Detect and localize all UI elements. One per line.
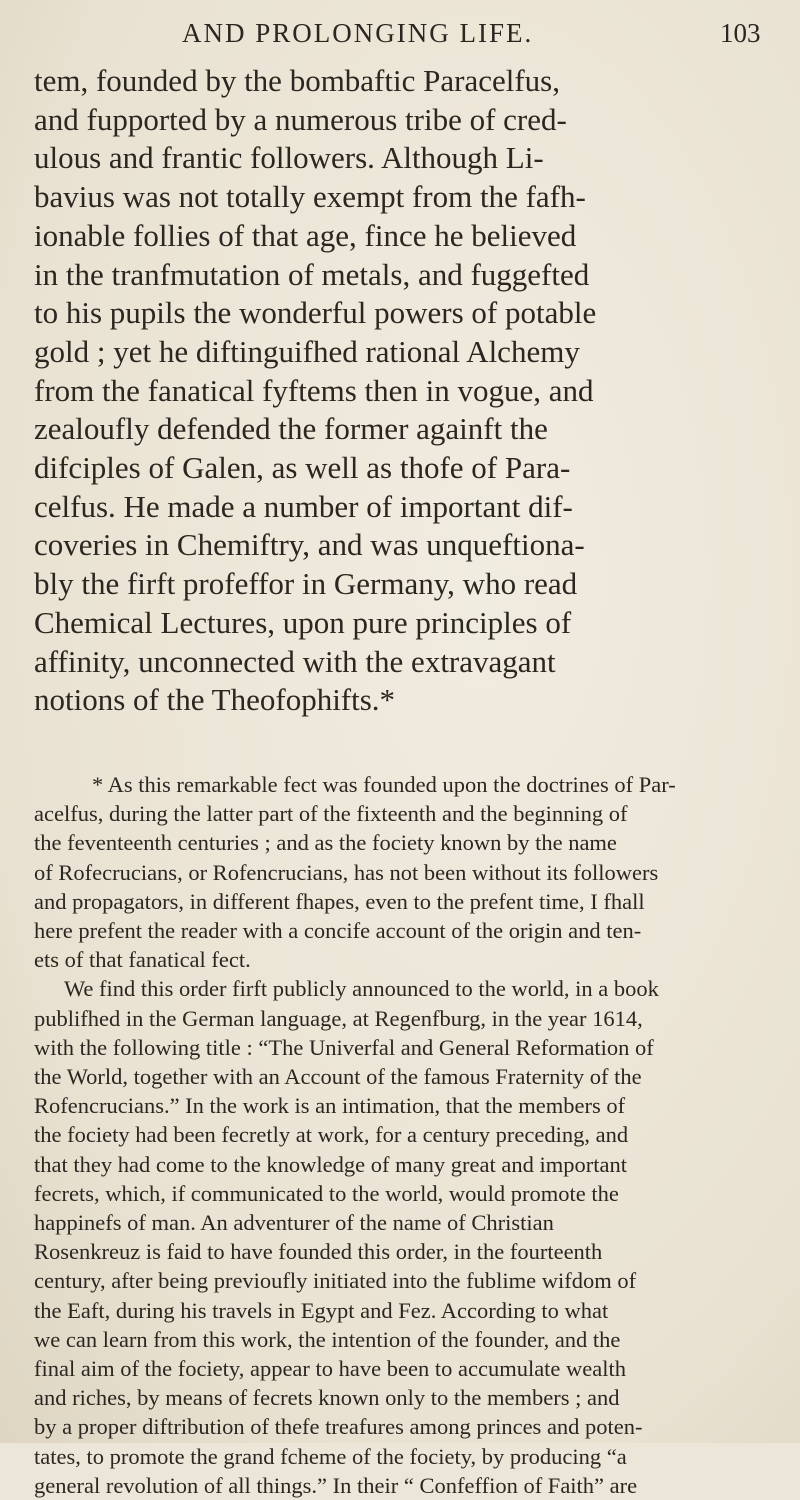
footnote-line: the Eaft, during his travels in Egypt and Fez. According to what [34, 1297, 609, 1323]
footnote-line: We find this order firft publicly announced to the world, in a book [64, 976, 659, 1002]
footnote-line: publifhed in the German language, at Regenfburg, in the year 1614, [34, 1005, 643, 1031]
footnote-line: the World, together with an Account of the famous Fraternity of the [34, 1064, 642, 1090]
running-title: AND PROLONGING LIFE. [182, 18, 534, 48]
footnote-line: acelfus, during the latter part of the fixteenth and the beginning of [34, 801, 628, 827]
footnote-line: fecrets, which, if communicated to the world, would promote the [34, 1180, 619, 1206]
footnote-line: century, after being previoufly initiated into the fublime wifdom of [34, 1268, 637, 1294]
footnote-line: Rosenkreuz is faid to have founded this order, in the fourteenth [34, 1239, 603, 1265]
text-line: and fupported by a numerous tribe of cred- [34, 101, 567, 137]
text-line: difciples of Galen, as well as thofe of Para- [34, 450, 571, 486]
text-line: Chemical Lectures, upon pure principles of [34, 604, 572, 640]
footnote-line: the fociety had been fecretly at work, for a century preceding, and [34, 1122, 629, 1148]
text-line: notions of the Theofophifts.* [34, 682, 396, 718]
footnote-line: by a proper diftribution of thefe treafures among princes and poten- [34, 1414, 643, 1440]
footnote-line: * As this remarkable fect was founded upon the doctrines of Par- [92, 772, 676, 797]
text-line: in the tranfmutation of metals, and fuggefted [34, 256, 590, 292]
text-line: ionable follies of that age, fince he believed [34, 217, 577, 253]
text-line: to his pupils the wonderful powers of potable [34, 295, 597, 331]
text-line: bly the firft profeffor in Germany, who read [34, 566, 578, 602]
footnote-line: with the following title : “The Univerfal and General Reformation of [34, 1034, 654, 1060]
footnote-line: and riches, by means of fecrets known only to the members ; and [34, 1385, 620, 1411]
footnote-line: happinefs of man. An adventurer of the name of Christian [34, 1210, 554, 1236]
footnote-line: and propagators, in different fhapes, even to the prefent time, I fhall [34, 888, 645, 914]
footnote-line: final aim of the fociety, appear to have been to accumulate wealth [34, 1356, 627, 1382]
text-line: bavius was not totally exempt from the fafh- [34, 179, 586, 215]
page-header [0, 16, 800, 56]
text-line: celfus. He made a number of important dif- [34, 488, 573, 524]
footnote-line: here prefent the reader with a concife account of the origin and ten- [34, 918, 642, 944]
text-line: ulous and frantic followers. Although Li- [34, 140, 544, 176]
text-line: tem, founded by the bombaftic Paracelfus, [34, 63, 560, 98]
footnote-line: ets of that fanatical fect. [34, 947, 251, 973]
footnote-line: tates, to promote the grand fcheme of the fociety, by producing “a [34, 1443, 627, 1469]
page-number: 103 [720, 18, 761, 48]
text-line: zealoufly defended the former againft the [34, 411, 548, 447]
text-line: coveries in Chemiftry, and was unqueftiona- [34, 527, 585, 563]
footnote-line: of Rofecrucians, or Rofencrucians, has not been without its followers [34, 859, 659, 885]
main-text [34, 62, 774, 720]
footnote-line: the feventeenth centuries ; and as the fociety known by the name [34, 830, 617, 856]
footnote-line: general revolution of all things.” In their “ Confeffion of Faith” are [34, 1472, 638, 1498]
footnote-line: we can learn from this work, the intention of the founder, and the [34, 1326, 621, 1352]
footnote-line: Rofencrucians.” In the work is an intimation, that the members of [34, 1093, 626, 1119]
footnote-line: that they had come to the knowledge of many great and important [34, 1151, 627, 1177]
text-line: from the fanatical fyftems then in vogue, and [34, 372, 594, 408]
footnote [34, 770, 774, 1500]
text-line: affinity, unconnected with the extravagant [34, 643, 556, 679]
text-line: gold ; yet he diftinguifhed rational Alchemy [34, 333, 580, 369]
